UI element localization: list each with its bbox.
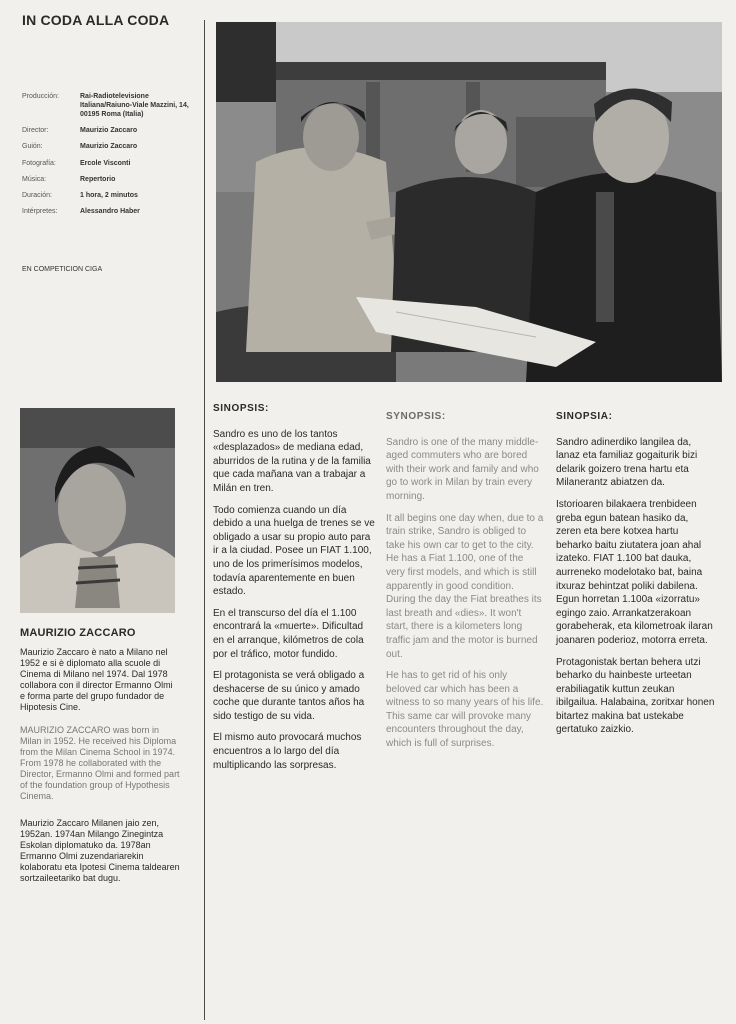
credit-label: Duración: [22,191,52,199]
synopsis-paragraph: En el transcurso del día el 1.100 encontrará la «muerte». Dificultad en el arranque, kilómetros de cola por el tráfico, motor fundido. [213,607,364,660]
credit-label: Fotografía: [22,159,56,167]
film-still-photo [216,22,722,382]
credit-value: Repertorio [80,175,116,183]
synopsis-paragraph: Todo comienza cuando un día debido a una huelga de trenes se ve obligado a usar su propio auto para ir a la ciudad. Posee un FIAT 1.100, uno de los primerísimos modelos, todavía aparentemente en buen estado. [213,504,375,598]
synopsis-heading: SINOPSIA: [556,411,613,422]
director-bio-basque: Maurizio Zaccaro Milanen jaio zen, 1952an. 1974an Milango Zinegintza Eskolan diplomatuko da. 1978an Ermanno Olmi zuzendariarekin kolaboratu eta Ipotesi Cinema taldearen sortzaileetariko bat dugu. [20,818,180,883]
synopsis-paragraph: El mismo auto provocará muchos encuentros a lo largo del día multiplicando las sorpresas. [213,732,362,771]
director-bio [20,628,180,894]
credit-value: Alessandro Haber [80,208,140,216]
credit-value: Maurizio Zaccaro [80,143,138,151]
credit-row-script [22,142,202,151]
credit-row-duration [22,191,202,200]
director-bio-italian: Maurizio Zaccaro è nato a Milano nel 1952 e si è diplomato alla scuole di Cinema di Milano nel 1974. Dal 1978 collabora con il director Ermanno Olmi e forma parte del grupo fundador de Hipotesis Cine. [20,647,173,712]
director-portrait-photo [20,408,175,613]
synopsis-paragraph: Istorioaren bilakaera trenbideen greba egun batean hasiko da, zeren eta bere kotxea hartu beharko baitu ziutatera joan ahal izateko. FIAT 1.100 bat dauka, aurreneko modelotako bat, baina itxuraz behintzat poliki dabilena. Egun horretan 1.100a «izorratu» egingo zaio. Arrankatzerakoan gorabeherak, eta kilometroak ilaran joanaren poderioz, motorra erreta. [556,498,713,646]
credit-value: Maurizio Zaccaro [80,127,138,135]
synopsis-paragraph: Sandro es uno de los tantos «desplazados» de mediana edad, aburridos de la rutina y de la familia que cada mañana van a trabajar a Milán en tren. [213,428,371,494]
synopsis-english [386,410,544,759]
synopsis-paragraph: He has to get rid of his only beloved car which has been a witness to so many years of his life. This same car will provoke many encounters throughout the day, which is full of surprises. [386,670,544,750]
credit-label: Producción: [22,93,59,100]
synopsis-paragraph: It all begins one day when, due to a train strike, Sandro is obliged to take his own car to get to the city. He has a Fiat 1.100, one of the very first models, and which is still apparently in good condition. During the day the Fiat breathes its last breath and «dies». It won't start, there is a kilometers long traffic jam and the motor is burned out. [386,512,544,660]
credit-row-production [22,92,202,119]
synopsis-spanish [213,402,375,780]
synopsis-paragraph: Sandro is one of the many middle-aged commuters who are bored with their work and family and who go to work in Milan by train every morning. [386,436,539,502]
credit-label: Música: [22,175,47,183]
credit-value: Rai-Radiotelevisione Italiana/Raiuno-Viale Mazzini, 14, 00195 Roma (Italia) [80,93,189,118]
credit-value: 1 hora, 2 minutos [80,191,138,199]
synopsis-paragraph: El protagonista se verá obligado a deshacerse de su único y amado coche que durante tantos años ha sido testigo de su vida. [213,670,365,722]
credit-row-photography [22,159,202,168]
credits-block [22,92,202,223]
synopsis-paragraph: Sandro adinerdiko langilea da, lanaz eta familiaz gogaiturik bizi delarik goizero trena hartu eta Milanerantz abiatzen da. [556,436,698,489]
credit-label: Director: [22,127,49,135]
column-divider [204,20,205,1020]
synopsis-heading: SINOPSIS: [213,403,269,414]
credit-label: Intérpretes: [22,208,58,216]
credit-row-director [22,126,202,135]
credit-row-music [22,175,202,184]
credit-value: Ercole Visconti [80,159,131,167]
synopsis-paragraph: Protagonistak bertan behera utzi beharko du hainbeste urteetan erabiliagatik kuttun zeukan ibilgailua. Halabaina, zoritxar honen bitartez makina bat ustekabe gertatuko zaizkio. [556,656,715,736]
film-title: IN CODA ALLA CODA [22,12,170,28]
director-name: MAURIZIO ZACCARO [20,627,136,639]
synopsis-basque [556,410,716,745]
competition-label: EN COMPETICION CIGA [22,266,103,273]
credit-label: Guión: [22,143,43,151]
synopsis-heading: SYNOPSIS: [386,411,446,422]
credit-row-cast [22,207,202,216]
director-bio-english: MAURIZIO ZACCARO was born in Milan in 1952. He received his Diploma from the Milan Cinema School in 1974. From 1978 he collaborated with the Director, Ermanno Olmi and formed part of the foundation group of Hypothesis Cinema. [20,725,180,801]
